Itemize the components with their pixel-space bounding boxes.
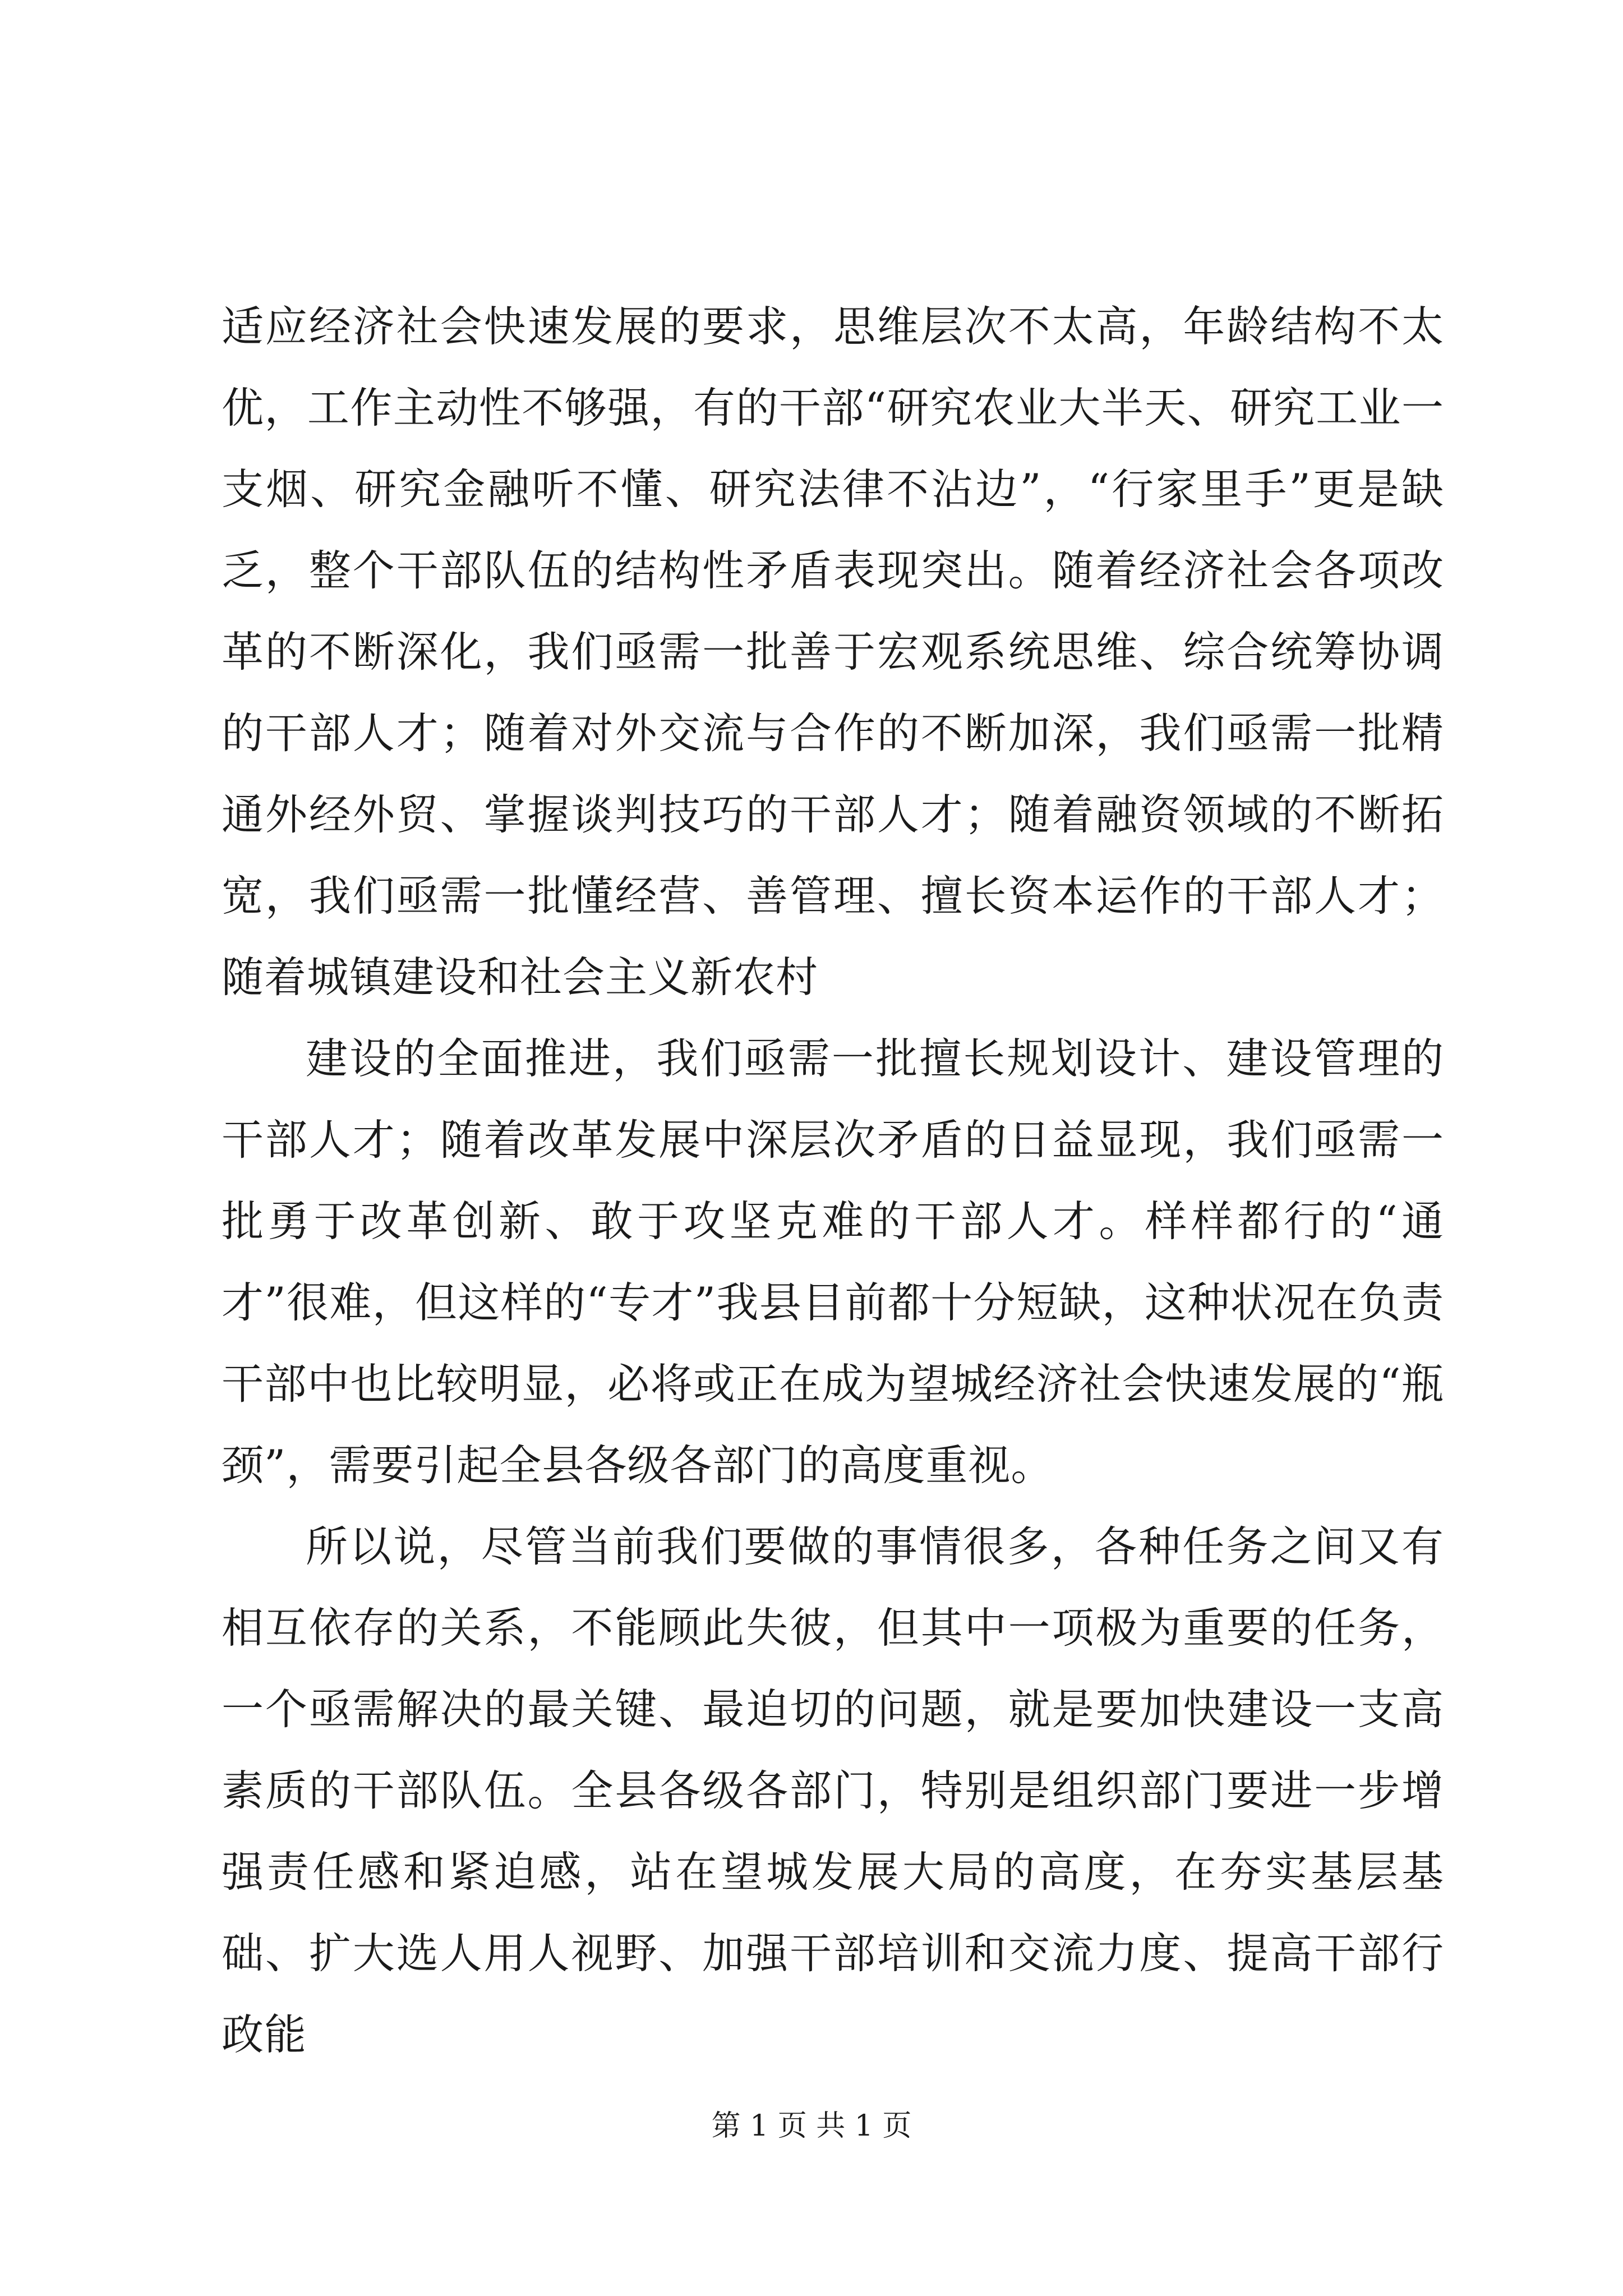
paragraph-2: 建设的全面推进，我们亟需一批擅长规划设计、建设管理的干部人才；随着改革发展中深层次矛盾的日益显现，我们亟需一批勇于改革创新、敢于攻坚克难的干部人才。样样都行的“通才”很难，但这样的“专才”我县目前都十分短缺，这种状况在负责干部中也比较明显，必将或正在成为望城经济社会快速发展的“瓶颈”，需要引起全县各级各部门的高度重视。 [222, 1034, 1444, 1490]
page-footer: 第 1 页 共 1 页 [711, 2109, 912, 2143]
paragraph-3: 所以说，尽管当前我们要做的事情很多，各种任务之间又有相互依存的关系，不能顾此失彼，但其中一项极为重要的任务，一个亟需解决的最关键、最迫切的问题，就是要加快建设一支高素质的干部队伍。全县各级各部门，特别是组织部门要进一步增强责任感和紧迫感，站在望城发展大局的高度，在夯实基层基础、扩大选人用人视野、加强干部培训和交流力度、提高干部行政能 [222, 1522, 1444, 2059]
paragraph-1: 适应经济社会快速发展的要求，思维层次不太高，年龄结构不太优，工作主动性不够强，有的干部“研究农业大半天、研究工业一支烟、研究金融听不懂、研究法律不沾边”，“行家里手”更是缺乏，整个干部队伍的结构性矛盾表现突出。随着经济社会各项改革的不断深化，我们亟需一批善于宏观系统思维、综合统筹协调的干部人才；随着对外交流与合作的不断加深，我们亟需一批精通外经外贸、掌握谈判技巧的干部人才；随着融资领域的不断拓宽，我们亟需一批懂经营、善管理、擅长资本运作的干部人才；随着城镇建设和社会主义新农村 [222, 302, 1444, 1002]
document-body [222, 286, 1444, 2076]
